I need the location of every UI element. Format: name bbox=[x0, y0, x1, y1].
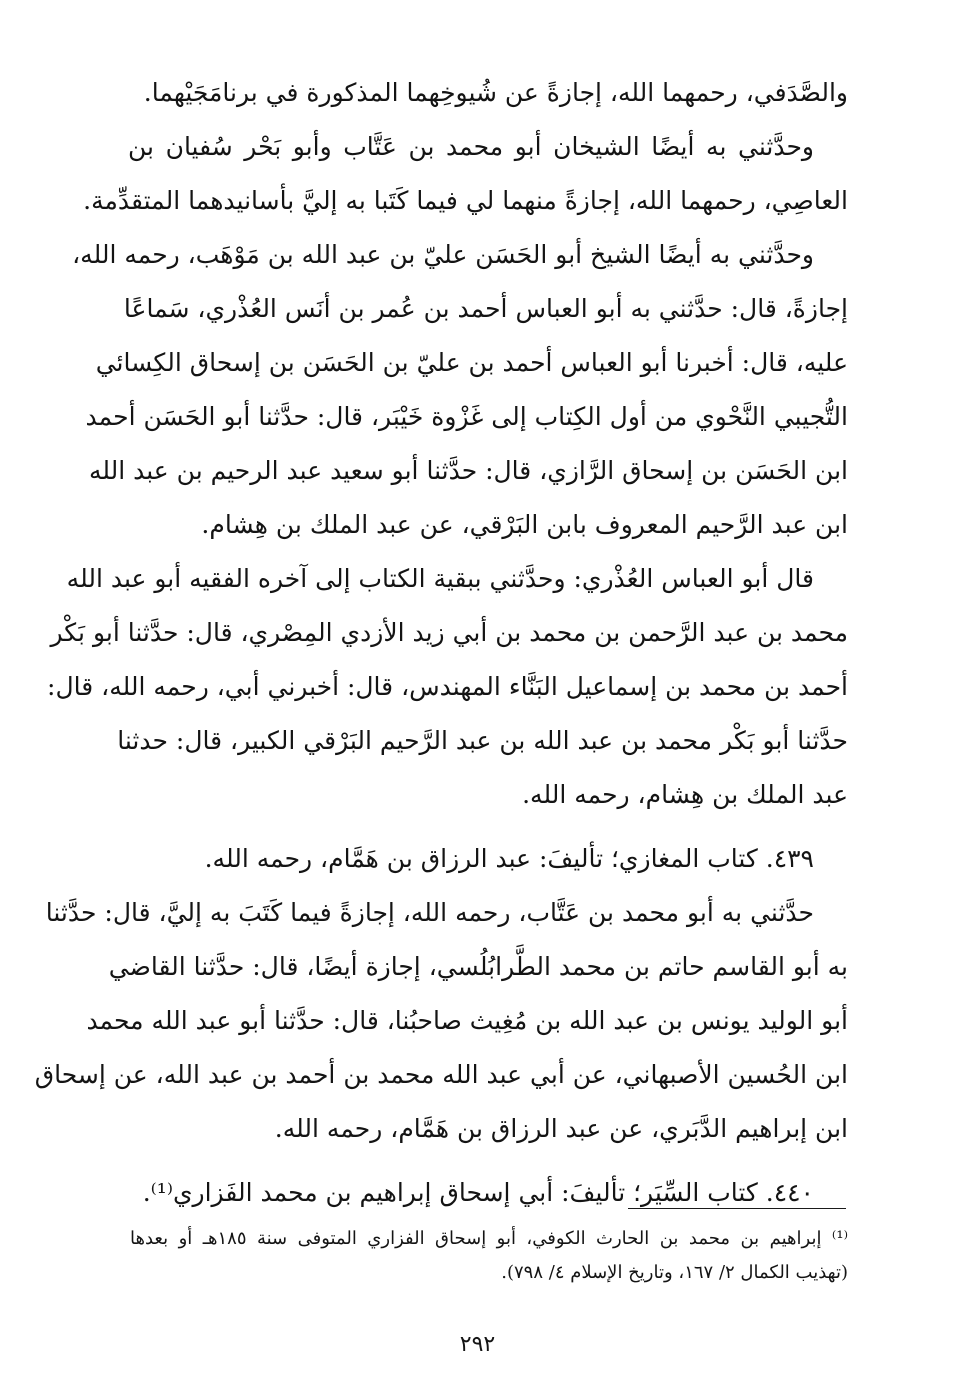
text-line: محمد بن عبد الرَّحمن بن محمد بن أبي زيد الأزدي المِصْري، قال: حدَّثنا أبو بَكْر bbox=[50, 618, 848, 647]
footnote-divider bbox=[628, 1208, 846, 1209]
text-line: وحدَّثني به أيضًا الشيخ أبو الحَسَن عليّ بن عبد الله بن مَوْهَب، رحمه الله، bbox=[72, 240, 814, 269]
text-line: حدَّثني به أبو محمد بن عَتَّاب، رحمه الله، إجازةً فيما كَتَبَ به إليَّ، قال: حدَّثنا bbox=[45, 898, 814, 927]
text-line: ابن الحَسَن بن إسحاق الرَّازي، قال: حدَّثنا أبو سعيد عبد الرحيم بن عبد الله bbox=[88, 456, 848, 485]
footnote-line: ⁽¹⁾ إبراهيم بن محمد بن الحارث الكوفي، أبو إسحاق الفزاري المتوفى سنة ١٨٥هـ أو بعدها bbox=[130, 1228, 848, 1249]
page-number: ٢٩٢ bbox=[459, 1332, 496, 1357]
text-line: أبو الوليد يونس بن عبد الله بن مُغِيث صاحبُنا، قال: حدَّثنا أبو عبد الله محمد bbox=[86, 1006, 848, 1035]
text-line: وحدَّثني به أيضًا الشيخان أبو محمد بن عَتَّاب وأبو بَحْر سُفيان بن bbox=[128, 132, 814, 161]
text-line: إجازةً، قال: حدَّثني به أبو العباس أحمد بن عُمر بن أنَس العُذْري، سَماعًا bbox=[123, 294, 848, 323]
text-line: والصَّدَفي، رحمهما الله، إجازةً عن شُيوخِهما المذكورة في برنامَجَيْهما. bbox=[143, 78, 848, 107]
text-line: حدَّثنا أبو بَكْر محمد بن عبد الله بن عبد الرَّحيم البَرْقي الكبير، قال: حدثنا bbox=[117, 726, 848, 755]
text-line: التُّجيبي النَّحْوي من أول الكِتاب إلى غَزْوة خَيْبَر، قال: حدَّثنا أبو الحَسَن أحمد bbox=[85, 402, 848, 431]
text-line: ابن إبراهيم الدَّبَري، عن عبد الرزاق بن هَمَّام، رحمه الله. bbox=[274, 1114, 848, 1143]
text-line: العاصِي، رحمهما الله، إجازةً منهما لي فيما كَتَبا به إليَّ بأسانيدهما المتقدِّمة. bbox=[83, 186, 848, 215]
footnotes bbox=[130, 1222, 848, 1290]
main-text bbox=[34, 66, 848, 1220]
footnote-line: (تهذيب الكمال ٢/ ١٦٧، وتاريخ الإسلام ٤/ ٧٩٨). bbox=[501, 1262, 848, 1283]
text-line: به أبو القاسم حاتم بن محمد الطَّرابُلُسي، إجازة أيضًا، قال: حدَّثنا القاضي bbox=[108, 952, 848, 981]
text-line: أحمد بن محمد بن إسماعيل البَنَّاء المهندس، قال: أخبرني أبي، رحمه الله، قال: bbox=[47, 672, 848, 701]
text-line: عليه، قال: أخبرنا أبو العباس أحمد بن عليّ بن الحَسَن بن إسحاق الكِسائي bbox=[95, 348, 848, 377]
text-line: قال أبو العباس العُذْري: وحدَّثني ببقية الكتاب إلى آخره الفقيه أبو عبد الله bbox=[66, 564, 814, 593]
text-line: ابن عبد الرَّحيم المعروف بابن البَرْقي، عن عبد الملك بن هِشام. bbox=[201, 510, 848, 539]
entry-heading-439: ٤٣٩. كتاب المغازي؛ تأليفَ: عبد الرزاق بن هَمَّام، رحمه الله. bbox=[204, 844, 814, 873]
text-line: عبد الملك بن هِشام، رحمه الله. bbox=[522, 780, 848, 809]
entry-heading-440: ٤٤٠. كتاب السِّيَر؛ تأليفَ: أبي إسحاق إبراهيم بن محمد الفَزاري⁽¹⁾. bbox=[142, 1178, 814, 1207]
text-line: ابن الحُسين الأصبهاني، عن أبي عبد الله محمد بن أحمد بن عبد الله، عن إسحاق bbox=[34, 1060, 848, 1089]
